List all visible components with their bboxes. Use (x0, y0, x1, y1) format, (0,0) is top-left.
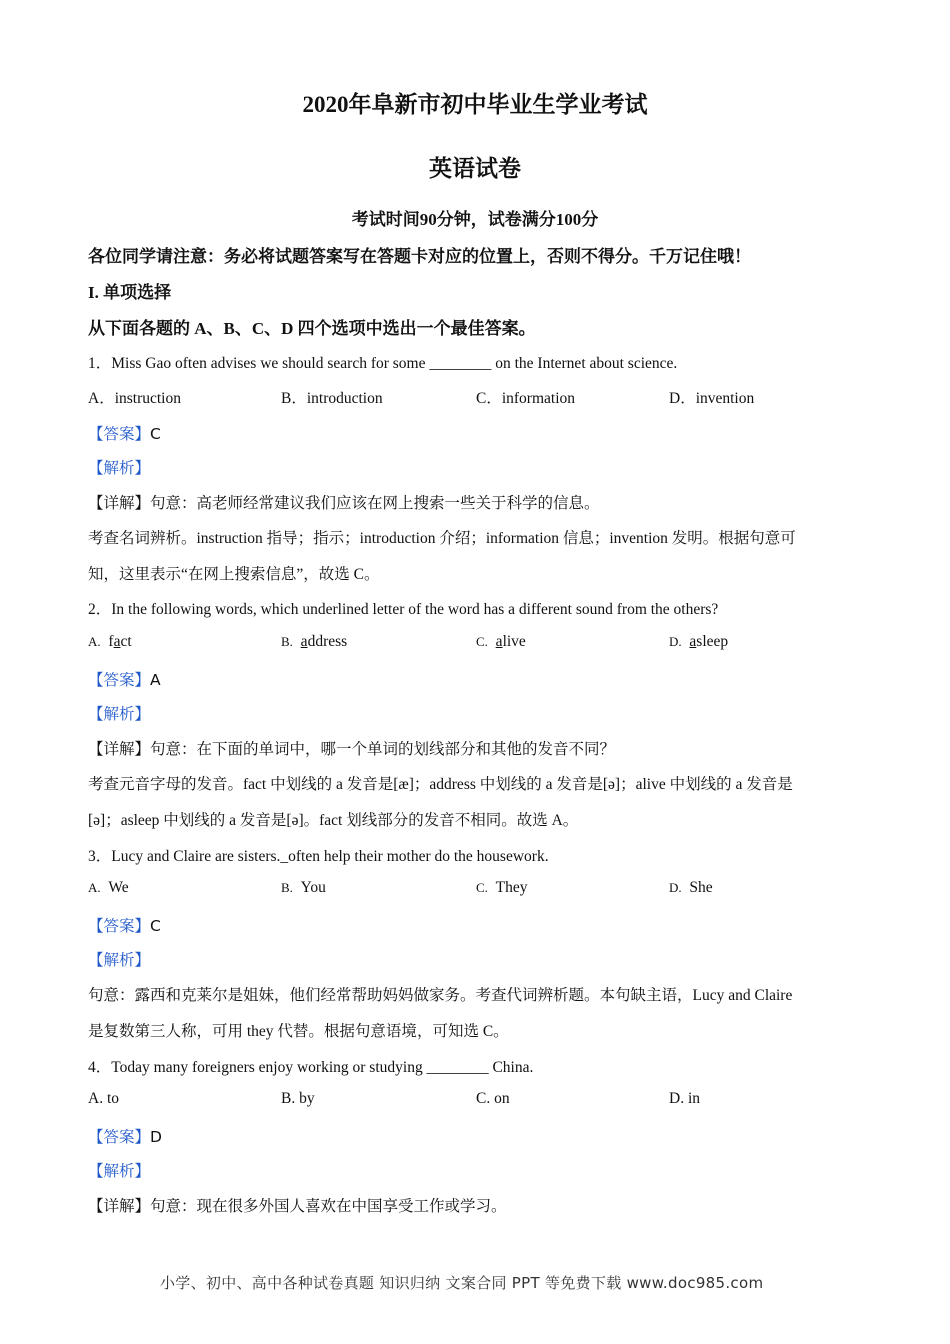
question-4-option-d: D. in (669, 1090, 700, 1107)
question-3-stem: 3．Lucy and Claire are sisters._often help their mother do the housework. (88, 848, 549, 865)
question-2-option-d: D. asleep (669, 633, 729, 650)
question-4-stem: 4．Today many foreigners enjoy working or studying ________ China. (88, 1059, 534, 1076)
exam-title: 2020年阜新市初中毕业生学业考试 (302, 92, 648, 117)
answer-value: D (150, 1128, 162, 1146)
answer-value: A (150, 671, 161, 689)
question-4-analysis-label: 【解析】 (88, 1162, 151, 1180)
question-1-analysis-label: 【解析】 (88, 459, 151, 477)
question-2-explanation-line-1: 考查元音字母的发音。fact 中划线的 a 发音是[æ]；address 中划线的 a 发音是[ə]；alive 中划线的 a 发音是 (88, 776, 793, 793)
question-1-detail (88, 491, 600, 513)
question-4-answer (88, 1125, 162, 1147)
section-instruction: 从下面各题的 A、B、C、D 四个选项中选出一个最佳答案。 (88, 319, 536, 338)
question-3-option-b: B. You (281, 879, 326, 896)
question-4-option-a: A. to (88, 1090, 119, 1107)
question-3-option-a: A. We (88, 879, 129, 896)
question-3-explanation-line-1: 句意：露西和克莱尔是姐妹，他们经常帮助妈妈做家务。考查代词辨析题。本句缺主语，Lucy and Claire (88, 987, 793, 1004)
question-2-option-a: A. fact (88, 633, 132, 650)
subject-title: 英语试卷 (429, 156, 521, 181)
question-3-explanation-line-2: 是复数第三人称，可用 they 代替。根据句意语境，可知选 C。 (88, 1023, 509, 1040)
detail-label: 【详解】 (88, 1198, 151, 1215)
question-1-option-d: D．invention (669, 390, 755, 407)
question-2-option-c: C. alive (476, 633, 526, 650)
question-4-option-b: B. by (281, 1090, 315, 1107)
question-2-option-b: B. address (281, 633, 348, 650)
question-1-explanation-line-1: 考查名词辨析。instruction 指导；指示；introduction 介绍；information 信息；invention 发明。根据句意可 (88, 530, 796, 547)
section-title: I. 单项选择 (88, 283, 172, 302)
question-1-option-b: B．introduction (281, 390, 383, 407)
question-4-option-c: C. on (476, 1090, 510, 1107)
detail-label: 【详解】 (88, 495, 151, 512)
detail-text: 句意：在下面的单词中，哪一个单词的划线部分和其他的发音不同？ (150, 741, 616, 758)
question-2-explanation-line-2: [ə]；asleep 中划线的 a 发音是[ə]。fact 划线部分的发音不相同。故选 A。 (88, 812, 579, 829)
detail-label: 【详解】 (88, 741, 151, 758)
question-1-option-a: A．instruction (88, 390, 181, 407)
answer-label: 【答案】 (88, 1128, 151, 1146)
question-2-analysis-label: 【解析】 (88, 705, 151, 723)
question-1-answer (88, 422, 161, 444)
detail-text: 句意：高老师经常建议我们应该在网上搜索一些关于科学的信息。 (150, 495, 600, 512)
answer-value: C (150, 917, 161, 935)
question-3-option-d: D. She (669, 879, 713, 896)
footer-watermark[interactable]: 小学、初中、高中各种试卷真题 知识归纳 文案合同 PPT 等免费下载 www.doc985.com (160, 1274, 764, 1292)
detail-text: 句意：现在很多外国人喜欢在中国享受工作或学习。 (150, 1198, 507, 1215)
question-1-explanation-line-2: 知，这里表示“在网上搜索信息”，故选 C。 (88, 566, 380, 583)
question-3-analysis-label: 【解析】 (88, 951, 151, 969)
answer-label: 【答案】 (88, 425, 151, 443)
question-3-option-c: C. They (476, 879, 528, 896)
answer-label: 【答案】 (88, 671, 151, 689)
answer-label: 【答案】 (88, 917, 151, 935)
question-1-stem: 1．Miss Gao often advises we should search for some ________ on the Internet about science. (88, 355, 678, 372)
question-2-answer (88, 668, 161, 690)
notice: 各位同学请注意：务必将试题答案写在答题卡对应的位置上，否则不得分。千万记住哦！ (88, 247, 751, 266)
question-1-option-c: C．information (476, 390, 576, 407)
question-3-answer (88, 914, 161, 936)
exam-info: 考试时间90分钟，试卷满分100分 (351, 210, 599, 229)
question-2-stem: 2．In the following words, which underlined letter of the word has a different sound from the others? (88, 601, 719, 618)
question-2-detail (88, 737, 615, 759)
answer-value: C (150, 425, 161, 443)
question-4-detail (88, 1194, 507, 1216)
